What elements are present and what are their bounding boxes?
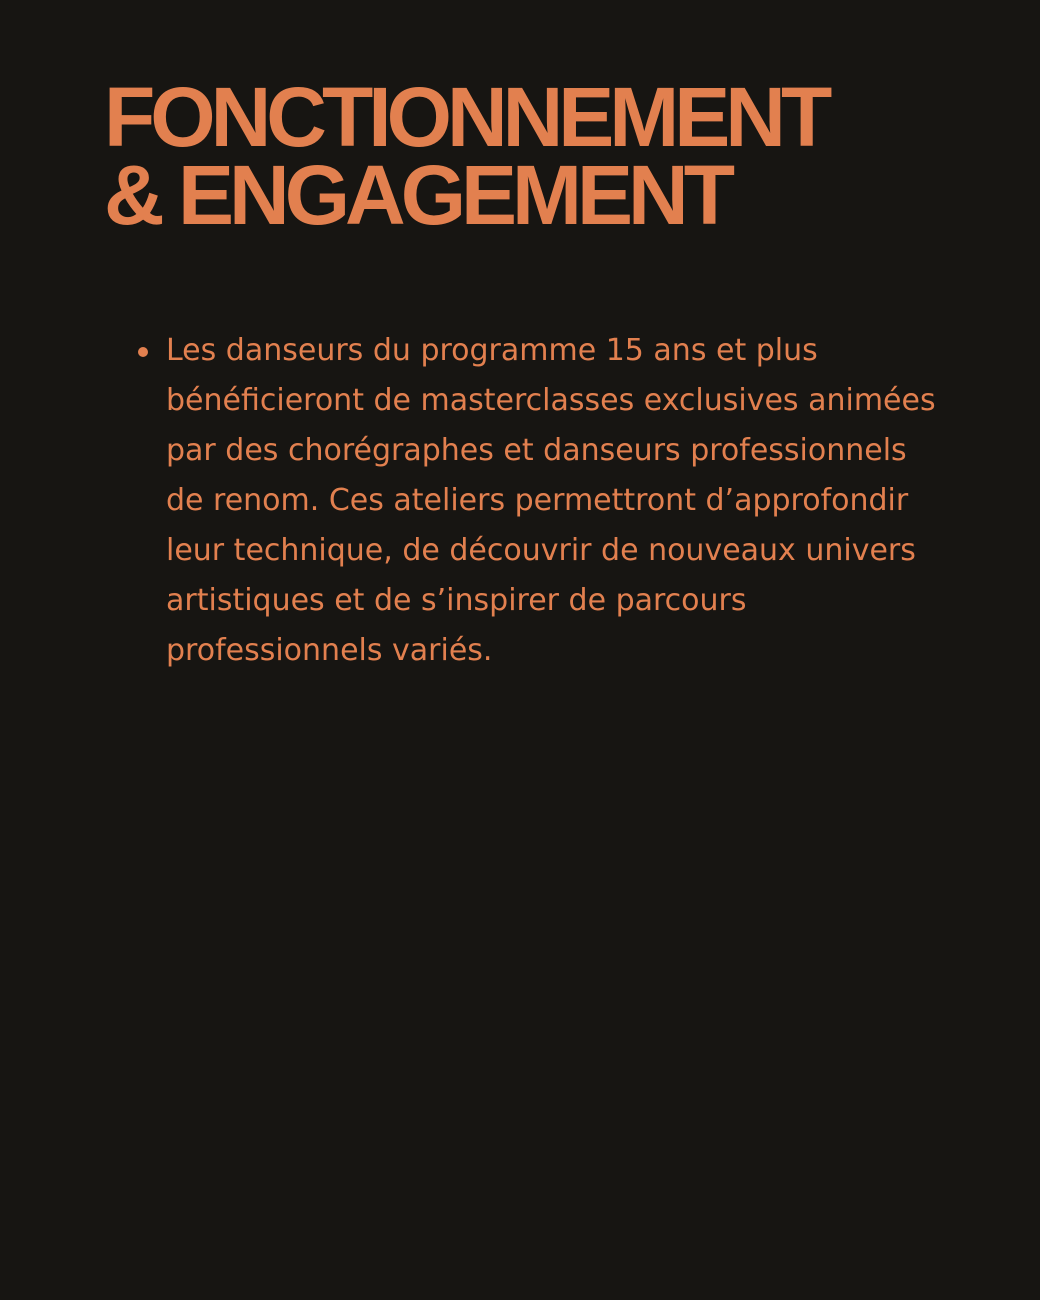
- title-line-1: FONCTIONNEMENT: [104, 70, 828, 164]
- bullet-dot-icon: [138, 347, 148, 357]
- list-item-text: Les danseurs du programme 15 ans et plus bénéficieront de masterclasses exclusives animées par des chorégraphes et danseurs professionnels de renom. Ces ateliers permettront d’approfondir leur technique, de découvrir de nouveaux univers artistiques et de s’inspirer de parcours professionnels variés.: [166, 333, 936, 668]
- bullet-list: [130, 326, 950, 676]
- title-line-2: & ENGAGEMENT: [104, 148, 731, 242]
- list-item: [130, 326, 950, 676]
- page-title: [104, 70, 984, 242]
